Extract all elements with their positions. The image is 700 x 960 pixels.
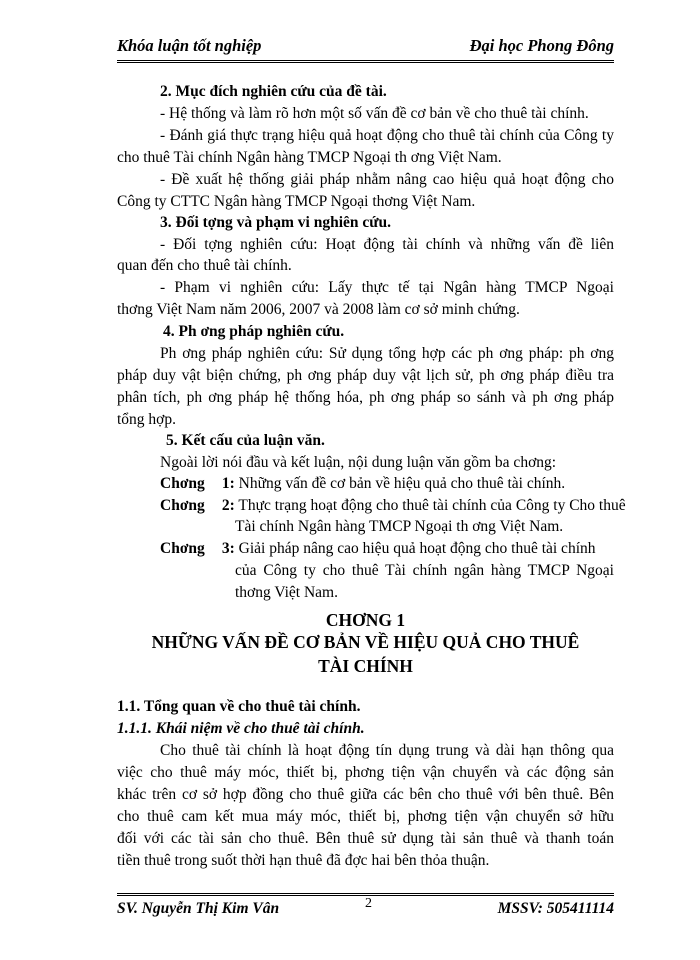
chapter-2-label: Chơng bbox=[160, 497, 205, 514]
chapter-3-text-2: của Công ty cho thuê Tài chính ngân hàng TMCP Ngoại bbox=[235, 562, 614, 579]
para-line-4: cho thuê cam kết mua máy móc, thiết bị, phơng tiện vận chuyển sở hữu bbox=[117, 808, 614, 825]
chapter-3-text-3: thơng Việt Nam. bbox=[235, 584, 338, 601]
chapter-3-text-1: Giải pháp nâng cao hiệu quả hoạt động cho thuê tài chính bbox=[238, 540, 596, 557]
header-right: Đại học Phong Đông bbox=[469, 36, 614, 55]
chapter-1-label: Chơng bbox=[160, 475, 205, 492]
section-2-line-2: - Đánh giá thực trạng hiệu quả hoạt động cho thuê tài chính của Công ty bbox=[160, 127, 614, 144]
chapter-title-line-1: NHỮNG VẤN ĐỀ CƠ BẢN VỀ HIỆU QUẢ CHO THUÊ bbox=[151, 632, 580, 652]
para-line-6: tiền thuê trong suốt thời hạn thuê đã đợc hai bên thỏa thuận. bbox=[117, 852, 490, 869]
chapter-title-line-2: TÀI CHÍNH bbox=[318, 656, 413, 676]
para-line-3: khác trên cơ sở hợp đồng cho thuê giữa các bên cho thuê với bên thuê. Bên bbox=[117, 786, 614, 803]
section-2-line-4: - Đề xuất hệ thống giải pháp nhằm nâng cao hiệu quả hoạt động cho bbox=[160, 171, 614, 188]
section-3-line-3: - Phạm vi nghiên cứu: Lấy thực tế tại Ngân hàng TMCP Ngoại bbox=[160, 279, 614, 296]
section-3-line-1: - Đối tợng nghiên cứu: Hoạt động tài chính và những vấn đề liên bbox=[160, 236, 614, 253]
section-4-heading: 4. Ph ơng pháp nghiên cứu. bbox=[163, 323, 345, 340]
chapter-3-label: Chơng bbox=[160, 540, 205, 557]
section-4-line-4: tổng hợp. bbox=[117, 411, 177, 428]
section-4-line-1: Ph ơng pháp nghiên cứu: Sử dụng tổng hợp các ph ơng pháp: ph ơng bbox=[160, 345, 614, 362]
chapter-2-entry bbox=[160, 496, 626, 516]
para-line-5: đối với các tài sản cho thuê. Bên thuê sử dụng tài sản thuê và thanh toán bbox=[117, 830, 614, 847]
page-header bbox=[117, 30, 614, 62]
chapter-1-number: 1: bbox=[221, 475, 235, 492]
chapter-3-entry bbox=[160, 539, 596, 559]
chapter-2-number: 2: bbox=[221, 497, 235, 514]
chapter-2-text-2: Tài chính Ngân hàng TMCP Ngoại th ơng Việt Nam. bbox=[235, 518, 564, 535]
chapter-1-entry bbox=[160, 474, 565, 494]
para-line-1: Cho thuê tài chính là hoạt động tín dụng trung và dài hạn thông qua bbox=[160, 742, 614, 759]
section-1-1-1-heading: 1.1.1. Khái niệm về cho thuê tài chính. bbox=[117, 720, 365, 737]
section-2-line-3: cho thuê Tài chính Ngân hàng TMCP Ngoại th ơng Việt Nam. bbox=[117, 149, 502, 166]
header-rule bbox=[117, 60, 614, 63]
chapter-2-text-1: Thực trạng hoạt động cho thuê tài chính của Công ty Cho thuê bbox=[238, 497, 626, 514]
section-4-line-2: pháp duy vật biện chứng, ph ơng pháp duy vật lịch sử, ph ơng pháp điều tra bbox=[117, 367, 614, 384]
para-line-2: việc cho thuê máy móc, thiết bị, phơng tiện vận chuyển và các động sản bbox=[117, 764, 614, 781]
section-2-heading: 2. Mục đích nghiên cứu của đề tài. bbox=[160, 83, 387, 100]
header-left: Khóa luận tốt nghiệp bbox=[117, 36, 262, 55]
footer-student-id: MSSV: 505411114 bbox=[497, 900, 614, 917]
section-5-heading: 5. Kết cấu của luận văn. bbox=[166, 432, 325, 449]
section-3-line-4: thơng Việt Nam năm 2006, 2007 và 2008 làm cơ sở minh chứng. bbox=[117, 301, 520, 318]
section-5-intro: Ngoài lời nói đầu và kết luận, nội dung luận văn gồm ba chơng: bbox=[160, 454, 557, 471]
chapter-3-number: 3: bbox=[221, 540, 235, 557]
section-1-1-heading: 1.1. Tổng quan về cho thuê tài chính. bbox=[117, 698, 361, 715]
section-4-line-3: phân tích, ph ơng pháp hệ thống hóa, ph ơng pháp so sánh và ph ơng pháp bbox=[117, 389, 614, 406]
chapter-1-text: Những vấn đề cơ bản về hiệu quả cho thuê tài chính. bbox=[238, 475, 566, 492]
chapter-number: CHƠNG 1 bbox=[325, 610, 406, 630]
section-3-line-2: quan đến cho thuê tài chính. bbox=[117, 257, 292, 274]
page-footer bbox=[117, 896, 614, 918]
section-2-line-1: - Hệ thống và làm rõ hơn một số vấn đề cơ bản về cho thuê tài chính. bbox=[160, 105, 589, 122]
section-3-heading: 3. Đối tợng và phạm vi nghiên cứu. bbox=[160, 214, 392, 231]
page-number: 2 bbox=[365, 896, 372, 911]
footer-student-name: SV. Nguyễn Thị Kim Vân bbox=[117, 900, 280, 917]
section-2-line-5: Công ty CTTC Ngân hàng TMCP Ngoại thơng Việt Nam. bbox=[117, 193, 476, 210]
